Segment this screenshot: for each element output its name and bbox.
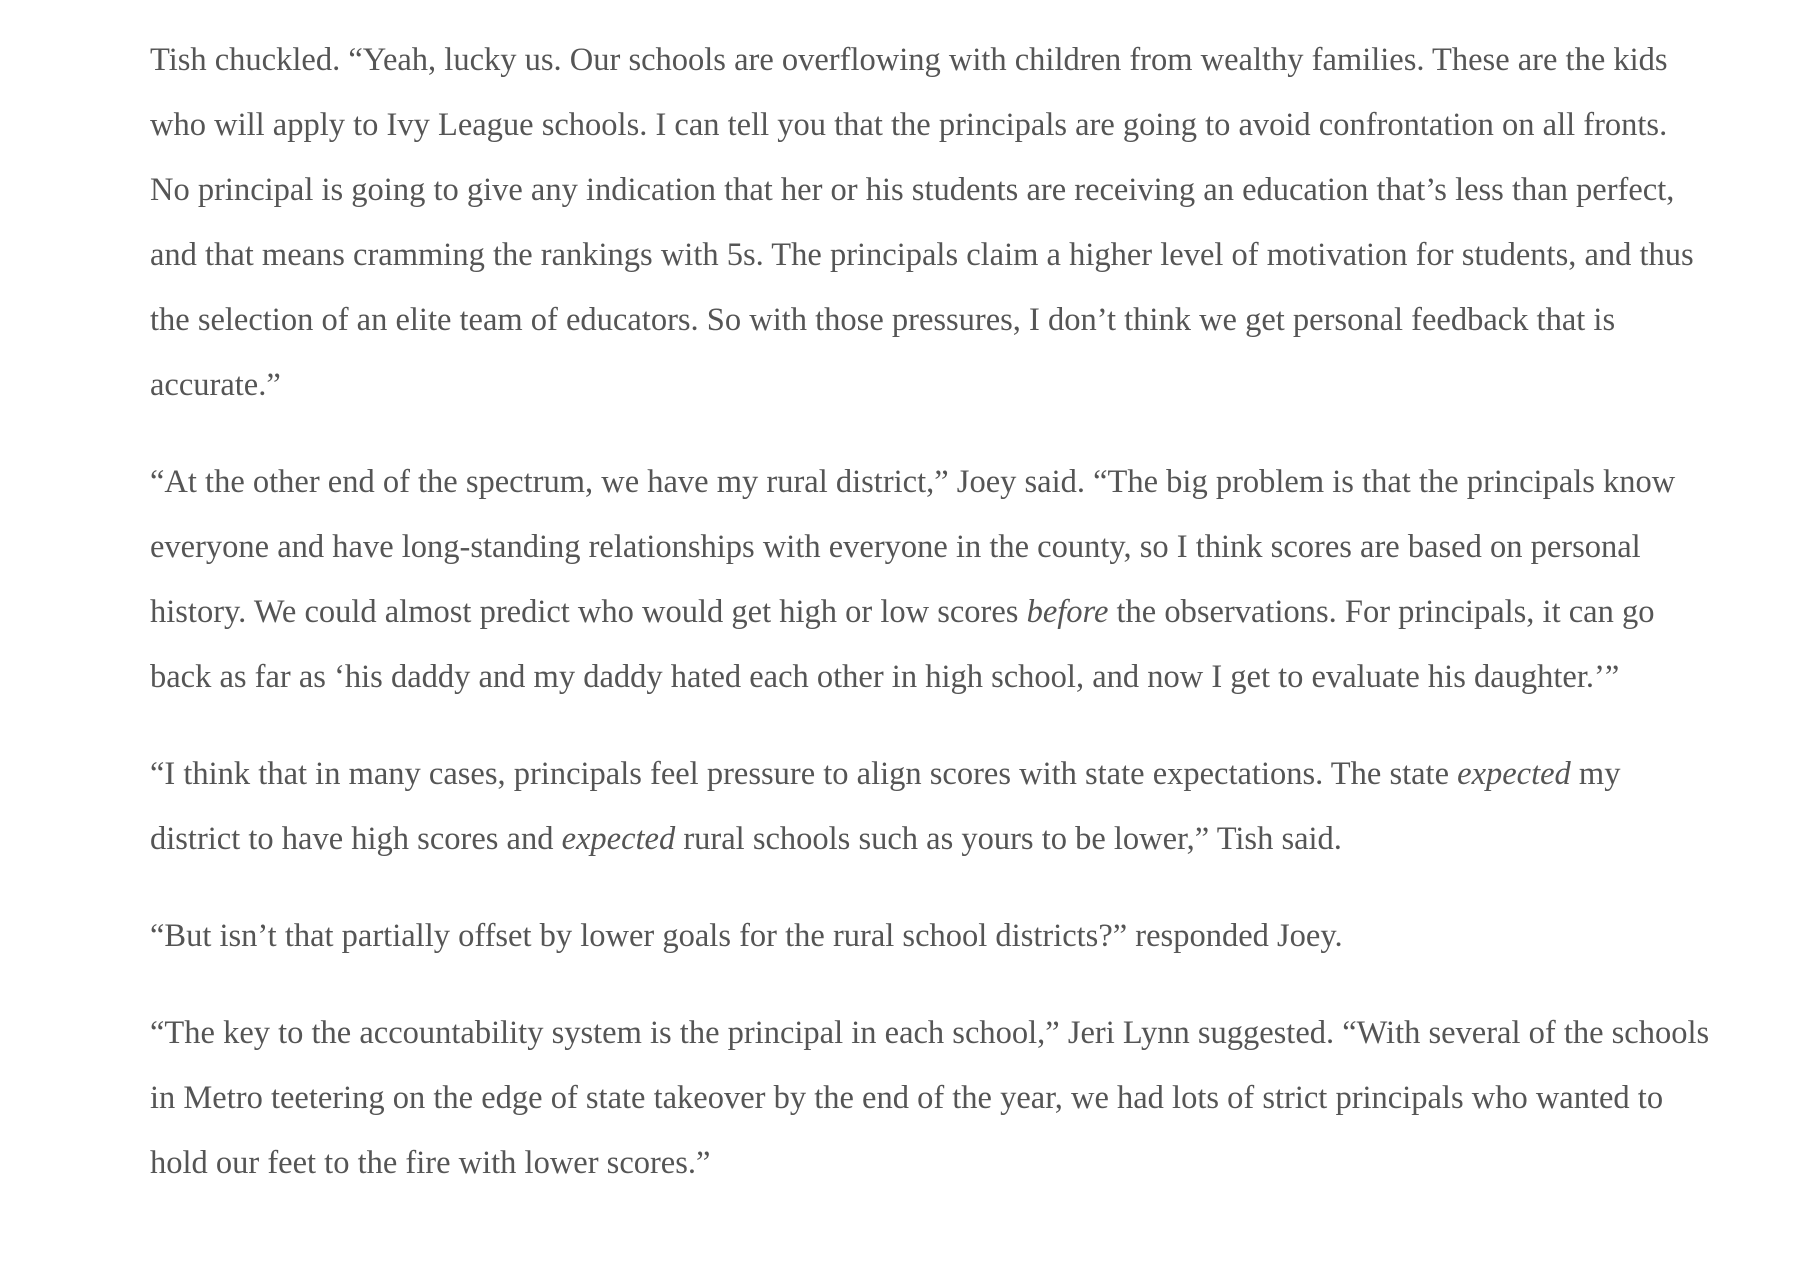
text-run: “But isn’t that partially offset by lower goals for the rural school districts?” responded Joey. (150, 918, 1343, 954)
text-run: my district to have high scores and (150, 756, 1621, 857)
emphasized-text: expected (561, 821, 676, 857)
text-run: the observations. For principals, it can go back as far as ‘his daddy and my daddy hated each other in high school, and now I get to evaluate his daughter.’” (150, 594, 1655, 695)
paragraph (150, 450, 1710, 710)
text-run: “At the other end of the spectrum, we have my rural district,” Joey said. “The big problem is that the principals know everyone and have long-standing relationships with everyone in the county, so I think scores are based on personal history. We could almost predict who would get high or low scores (150, 464, 1676, 630)
text-run: rural schools such as yours to be lower,” Tish said. (675, 821, 1342, 857)
paragraph (150, 28, 1710, 418)
emphasized-text: expected (1457, 756, 1571, 792)
paragraph (150, 904, 1710, 969)
paragraph (150, 742, 1710, 872)
text-run: “The key to the accountability system is the principal in each school,” Jeri Lynn suggested. “With several of the schools in Metro teetering on the edge of state takeover by the end of the year, we had lots of strict principals who wanted to hold our feet to the fire with lower scores.” (150, 1015, 1710, 1181)
text-run: Tish chuckled. “Yeah, lucky us. Our schools are overflowing with children from wealthy families. These are the kids who will apply to Ivy League schools. I can tell you that the principals are going to avoid confrontation on all fronts. No principal is going to give any indication that her or his students are receiving an education that’s less than perfect, and that means cramming the rankings with 5s. The principals claim a higher level of motivation for students, and thus the selection of an elite team of educators. So with those pressures, I don’t think we get personal feedback that is accurate.” (150, 42, 1694, 403)
paragraph (150, 1001, 1710, 1196)
text-run: “I think that in many cases, principals feel pressure to align scores with state expectations. The state (150, 756, 1458, 792)
document-body (150, 28, 1710, 1228)
emphasized-text: before (1026, 594, 1109, 630)
